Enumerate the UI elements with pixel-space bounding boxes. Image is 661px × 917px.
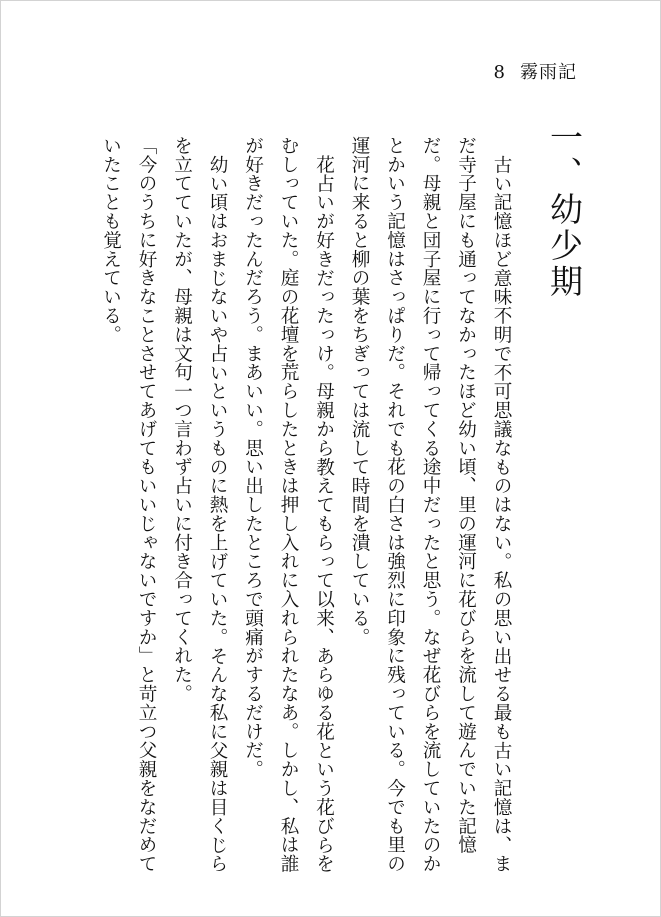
paragraph: 幼い頃はおまじないや占いというものに熱を上げていた。そんな私に父親は目くじらを立てていたが、母親は文句一つ言わず占いに付き合ってくれた。 (171, 136, 228, 873)
paragraph: 古い記憶ほど意味不明で不可思議なものはない。私の思い出せる最も古い記憶は、まだ寺子屋にも通ってなかったほど幼い頃、里の運河に花びらを流して遊んでいた記憶だ。母親と団子屋に行って帰ってくる途中だったと思う。なぜ花びらを流していたのかとかいう記憶はさっぱりだ。それでも花の白さは強烈に印象に残っている。今でも里の運河に来ると柳の葉をちぎっては流して時間を潰している。 (349, 136, 512, 874)
running-header (494, 64, 577, 82)
paragraph: 花占いが好きだったっけ。母親から教えてもらって以来、あらゆる花という花びらをむしっていた。庭の花壇を荒らしたときは押し入れに入れられたなあ。しかし、私は誰が好きだったんだろう。まあいい。思い出したところで頭痛がするだけだ。 (242, 136, 335, 874)
dialogue-paragraph: 「今のうちに好きなことさせてあげてもいいじゃないですか」と苛立つ父親をなだめていたことも覚えている。 (100, 136, 157, 874)
book-title: 霧雨記 (520, 62, 577, 83)
page-number: 8 (493, 62, 506, 83)
body-text (93, 136, 519, 876)
chapter-title: 一、幼少期 (545, 120, 584, 300)
